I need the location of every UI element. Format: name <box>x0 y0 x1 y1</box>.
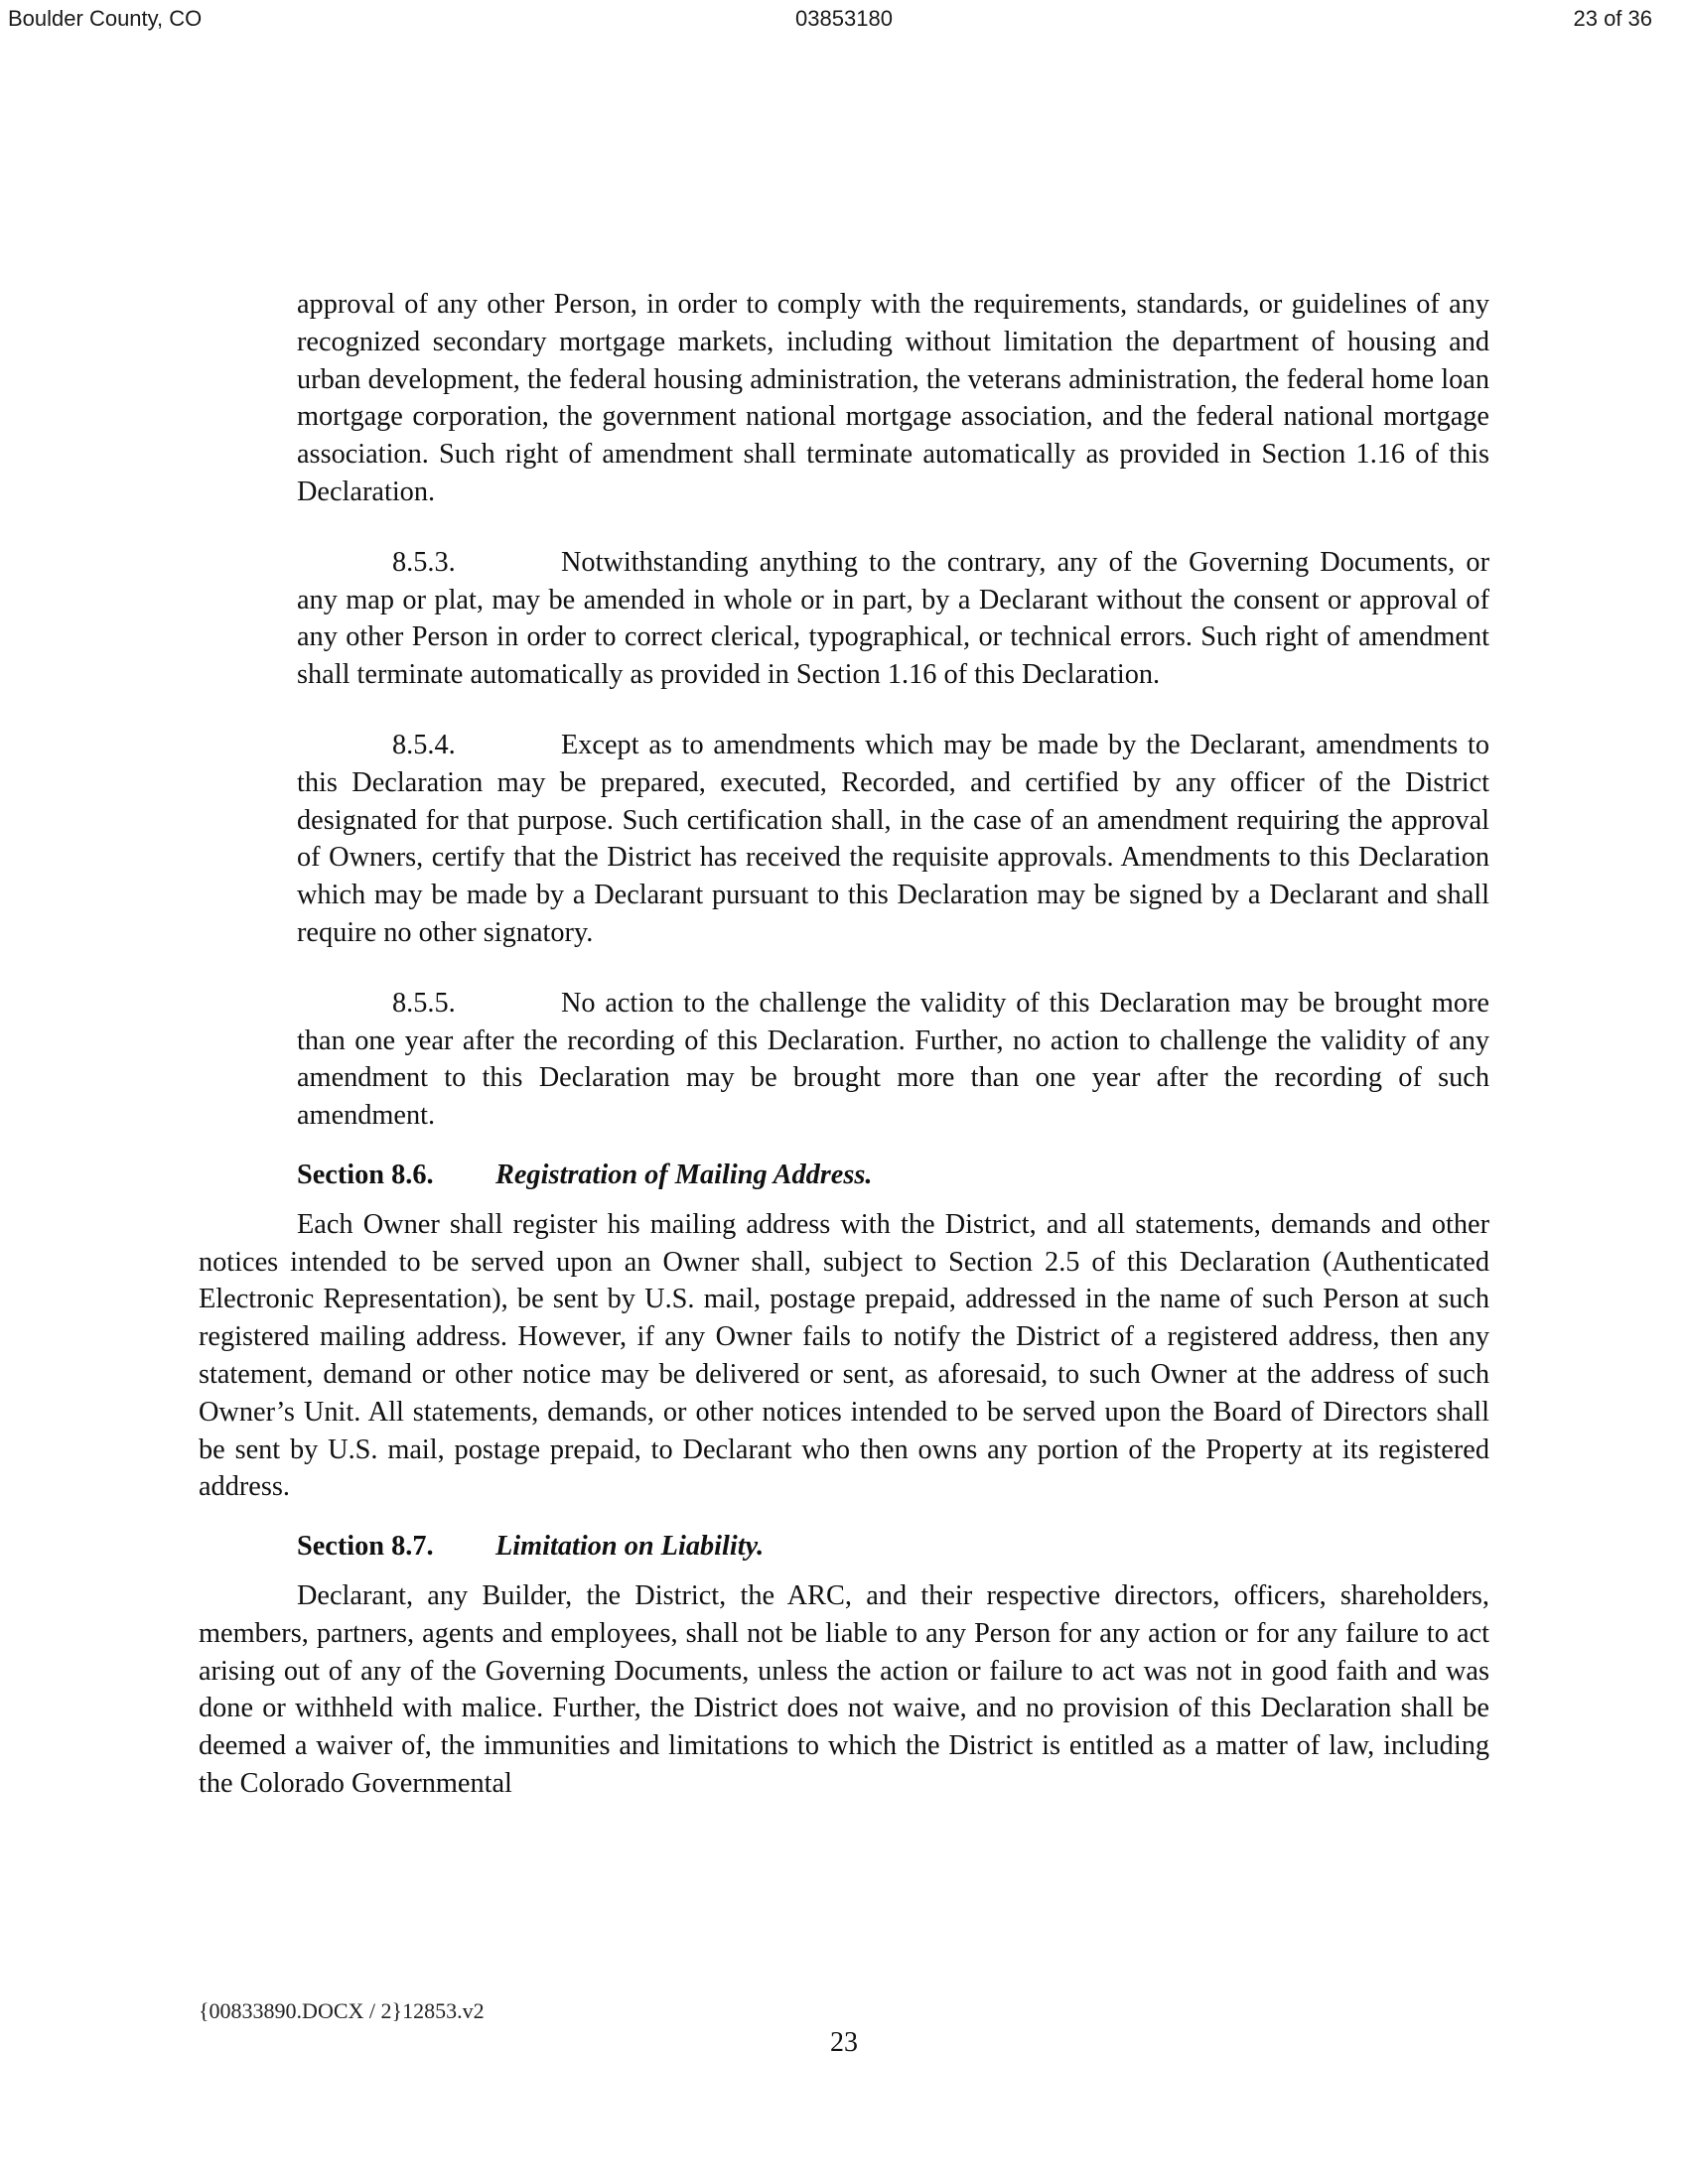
section-number: Section 8.6. <box>297 1159 434 1190</box>
page-number: 23 <box>830 2027 858 2058</box>
section-8-7-text: Declarant, any Builder, the District, the ARC, and their respective directors, officers, shareholders, members, partners, agents and employees, shall not be liable to any Person for any action or for any failure to act arising out of any of the Governing Documents, unless the action or failure to act was not in good faith and was done or withheld with malice. Further, the District does not waive, and no provision of this Declaration shall be deemed a waiver of, the immunities and limitations to which the District is entitled as a matter of law, including the Colorado Governmental <box>199 1579 1489 1799</box>
paragraph <box>297 727 1489 952</box>
section-title: Registration of Mailing Address. <box>495 1159 873 1190</box>
county-label: Boulder County, CO <box>8 6 203 31</box>
document-body <box>199 286 1489 1803</box>
section-8-6-text: Each Owner shall register his mailing address with the District, and all statements, demands and other notices intended to be served upon an Owner shall, subject to Section 2.5 of this Declaration (Authenticated Electronic Representation), be sent by U.S. mail, postage prepaid, addressed in the name of such Person at such registered mailing address. However, if any Owner fails to notify the District of a registered address, then any statement, demand or other notice may be delivered or sent, as aforesaid, to such Owner at the address of such Owner’s Unit. All statements, demands, or other notices intended to be served upon the Board of Directors shall be sent by U.S. mail, postage prepaid, to Declarant who then owns any portion of the Property at its registered address. <box>199 1208 1489 1503</box>
document-id: {00833890.DOCX / 2}12853.v2 <box>199 1998 485 2023</box>
subsection-8-5-4 <box>199 727 1489 952</box>
section-title: Limitation on Liability. <box>495 1531 765 1563</box>
subsection-number: 8.5.3. <box>392 546 456 578</box>
paragraph <box>297 544 1489 694</box>
section-8-7-heading <box>199 1528 1489 1566</box>
subsection-number: 8.5.5. <box>392 987 456 1019</box>
reception-number: 03853180 <box>795 6 893 31</box>
subsection-number: 8.5.4. <box>392 729 456 760</box>
section-8-6-heading <box>199 1157 1489 1194</box>
recording-header <box>0 6 1688 36</box>
paragraph-text: approval of any other Person, in order to comply with the requirements, standards, or guidelines of any recognized secondary mortgage markets, including without limitation the department of housing and urban development, the federal housing administration, the veterans administration, the federal home loan mortgage corporation, the government national mortgage association, and the federal national mortgage association. Such right of amendment shall terminate automatically as provided in Section 1.16 of this Declaration. <box>297 289 1489 507</box>
paragraph-text: Notwithstanding anything to the contrary, any of the Governing Documents, or any map or plat, may be amended in whole or in part, by a Declarant without the consent or approval of any other Person in order to correct clerical, typographical, or technical errors. Such right of amendment shall terminate automatically as provided in Section 1.16 of this Declaration. <box>297 546 1489 691</box>
subsection-8-5-3 <box>199 544 1489 694</box>
paragraph-text: No action to the challenge the validity of this Declaration may be brought more than one year after the recording of this Declaration. Further, no action to challenge the validity of any amendment to this Declaration may be brought more than one year after the recording of such amendment. <box>297 987 1489 1132</box>
subsection-8-5-5 <box>199 985 1489 1135</box>
paragraph-text: Except as to amendments which may be made by the Declarant, amendments to this Declaration may be prepared, executed, Recorded, and certified by any officer of the District designated for that purpose. Such certification shall, in the case of an amendment requiring the approval of Owners, certify that the District has received the requisite approvals. Amendments to this Declaration which may be made by a Declarant pursuant to this Declaration may be signed by a Declarant and shall require no other signatory. <box>297 729 1489 948</box>
page-count: 23 of 36 <box>1573 6 1652 31</box>
continued-paragraph <box>199 286 1489 511</box>
paragraph <box>297 985 1489 1135</box>
section-number: Section 8.7. <box>297 1531 434 1563</box>
